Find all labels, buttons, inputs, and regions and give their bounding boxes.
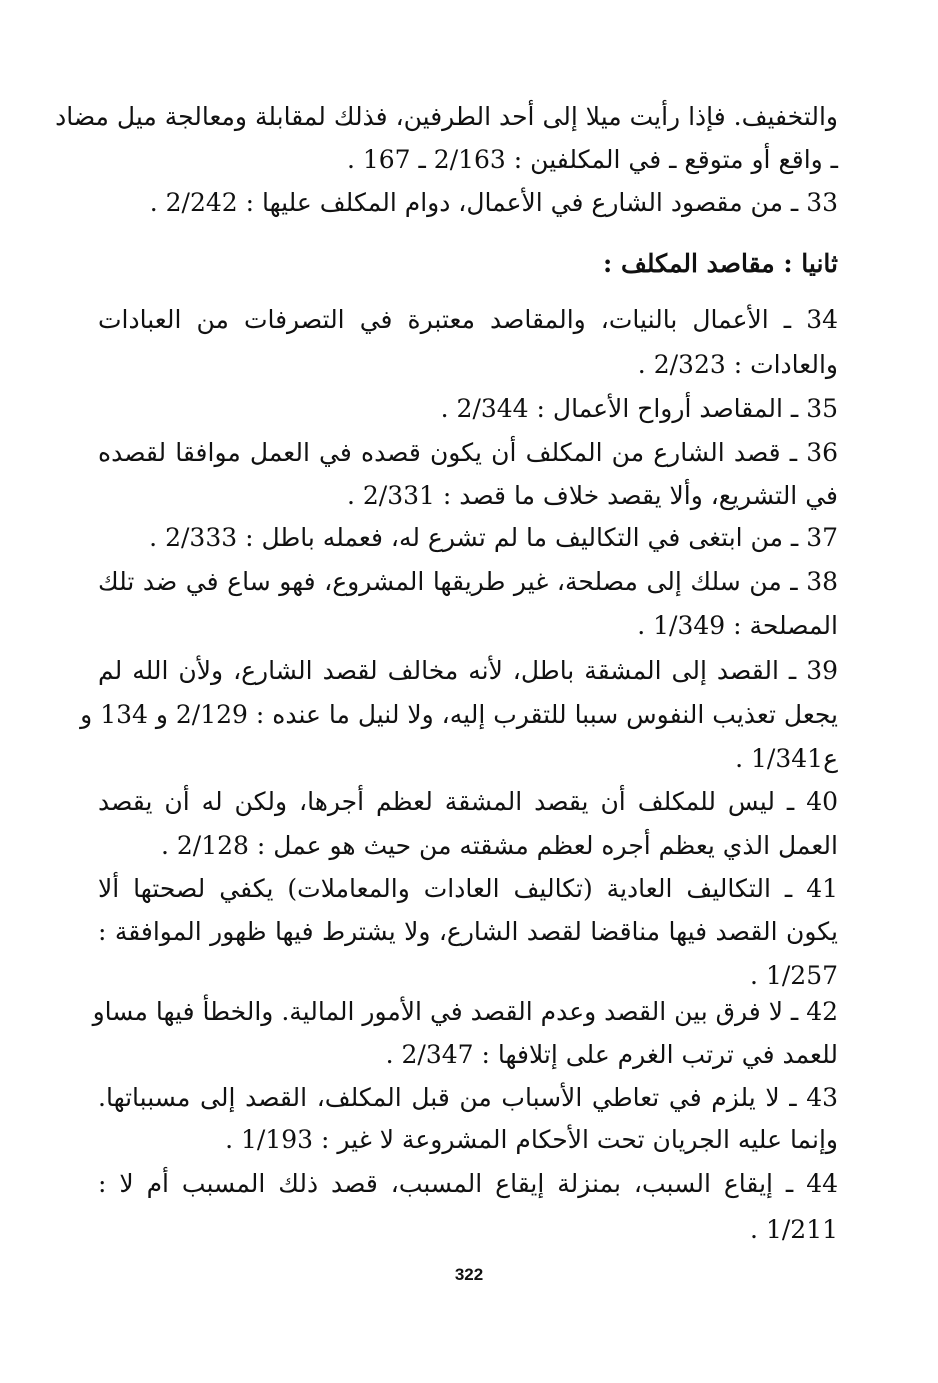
text-line: 40 ـ ليس للمكلف أن يقصد المشقة لعظم أجرها، ولكن له أن يقصد [98,787,838,816]
text-line: 35 ـ المقاصد أرواح الأعمال : 2/344 . [440,394,838,423]
text-line: 1/211 . [750,1215,838,1244]
text-line: 39 ـ القصد إلى المشقة باطل، لأنه مخالف لقصد الشارع، ولأن الله لم [98,656,838,685]
text-line: وإنما عليه الجريان تحت الأحكام المشروعة لا غير : 1/193 . [225,1125,838,1154]
page-number: 322 [454,1265,484,1284]
text-line: ـ واقع أو متوقع ـ في المكلفين : 2/163 ـ 167 . [346,145,838,174]
text-line: 44 ـ إيقاع السبب، بمنزلة إيقاع المسبب، قصد ذلك المسبب أم لا : [98,1169,838,1198]
text-line: 34 ـ الأعمال بالنيات، والمقاصد معتبرة في التصرفات من العبادات [98,305,838,334]
text-line: في التشريع، وألا يقصد خلاف ما قصد : 2/331 . [346,481,838,510]
text-line: يكون القصد فيها مناقضا لقصد الشارع، ولا يشترط فيها ظهور الموافقة : [98,917,838,946]
text-line: العمل الذي يعظم أجره لعظم مشقته من حيث هو عمل : 2/128 . [161,831,838,860]
text-line: 38 ـ من سلك إلى مصلحة، غير طريقها المشروع، فهو ساع في ضد تلك [98,567,838,596]
text-line: المصلحة : 1/349 . [637,611,838,640]
text-line: 36 ـ قصد الشارع من المكلف أن يكون قصده في العمل موافقا لقصده [98,438,838,467]
text-line: والتخفيف. فإذا رأيت ميلا إلى أحد الطرفين، فذلك لمقابلة ومعالجة ميل مضاد [55,102,838,131]
text-line: 1/257 . [750,961,838,990]
text-line: 37 ـ من ابتغى في التكاليف ما لم تشرع له، فعمله باطل : 2/333 . [149,523,838,552]
text-line: ع1/341 . [735,744,838,773]
text-line: 42 ـ لا فرق بين القصد وعدم القصد في الأمور المالية. والخطأ فيها مساو [92,997,838,1026]
text-line: 33 ـ من مقصود الشارع في الأعمال، دوام المكلف عليها : 2/242 . [149,188,838,217]
text-line: 43 ـ لا يلزم في تعاطي الأسباب من قبل المكلف، القصد إلى مسبباتها. [98,1083,838,1112]
text-line: والعادات : 2/323 . [637,350,838,379]
text-line: 41 ـ التكاليف العادية (تكاليف العادات والمعاملات) يكفي لصحتها ألا [98,874,838,903]
text-line: يجعل تعذيب النفوس سببا للتقرب إليه، ولا لنيل ما عنده : 2/129 و 134 و [80,700,838,729]
section-heading: ثانيا : مقاصد المكلف : [603,249,838,278]
text-line: للعمد في ترتب الغرم على إتلافها : 2/347 . [385,1040,838,1069]
